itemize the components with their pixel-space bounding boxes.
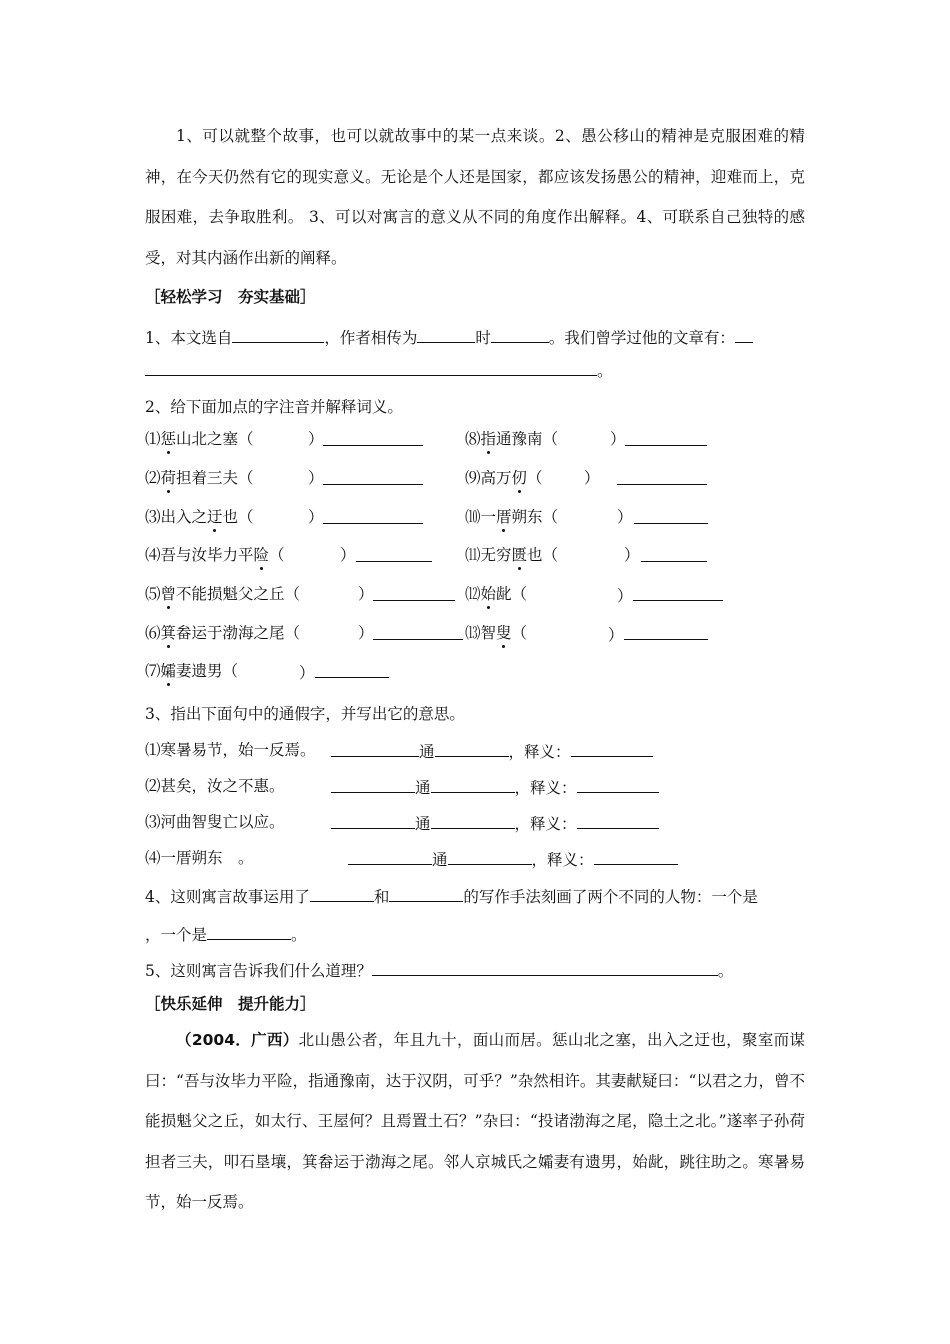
question-1-cont bbox=[145, 358, 613, 382]
q2-item-1-close: ） bbox=[308, 430, 324, 448]
q2-item-8-close: ） bbox=[610, 430, 626, 448]
q2-item-8: ⑻指通豫南（ bbox=[465, 430, 559, 448]
q2-item-3-close: ） bbox=[308, 508, 324, 526]
q3-item-3-blank-meaning[interactable] bbox=[577, 811, 659, 829]
q2-item-10-close: ） bbox=[617, 508, 633, 526]
q2-item-6-close: ） bbox=[358, 624, 374, 642]
question-5: 5、这则寓言告诉我们什么道理？ 。 bbox=[145, 958, 733, 982]
section-title-extension: ［快乐延伸 提升能力］ bbox=[145, 995, 316, 1013]
q3-item-4: ⑷一厝朔东 。 bbox=[145, 849, 254, 867]
q2-item-5-blank[interactable] bbox=[373, 583, 455, 601]
q4-blank-1[interactable] bbox=[310, 884, 374, 902]
q2-item-12-blank[interactable] bbox=[633, 583, 723, 601]
question-2-title: 2、给下面加点的字注音并解释词义。 bbox=[145, 398, 403, 416]
q3-item-3: ⑶河曲智叟亡以应。 bbox=[145, 813, 285, 831]
q2-item-12: ⑿始龀（ bbox=[465, 585, 528, 603]
q2-item-9: ⑼高万仞（ bbox=[465, 469, 543, 487]
q1-blank-source[interactable] bbox=[232, 325, 324, 343]
q2-item-10-blank[interactable] bbox=[634, 506, 708, 524]
q2-item-4: ⑷吾与汝毕力平险（ bbox=[145, 546, 285, 564]
q3-item-4-blank-tong[interactable] bbox=[448, 847, 532, 865]
q2-item-13-blank[interactable] bbox=[624, 622, 708, 640]
q2-item-7-blank[interactable] bbox=[315, 660, 389, 678]
q2-item-1-blank[interactable] bbox=[323, 428, 423, 446]
reading-passage bbox=[145, 1020, 805, 1223]
q3-item-3-answer: 通 ，释义： bbox=[331, 811, 659, 835]
q3-item-2-blank-char[interactable] bbox=[331, 775, 415, 793]
q1-blank-works-start[interactable] bbox=[735, 325, 753, 343]
q2-item-7: ⑺孀妻遗男（ bbox=[145, 662, 239, 680]
q2-item-8-blank[interactable] bbox=[625, 428, 707, 446]
q2-item-2-close: ） bbox=[308, 469, 324, 487]
q2-item-2-blank[interactable] bbox=[323, 467, 423, 485]
answer-paragraph: 1、可以就整个故事，也可以就故事中的某一点来谈。2、愚公移山的精神是克服困难的精神，在今天仍然有它的现实意义。无论是个人还是国家，都应该发扬愚公的精神，迎难而上，克服困难，去争取胜利。 3、可以对寓言的意义从不同的角度作出解释。4、可联系自己独特的感受，对其内涵作出新的阐释。 bbox=[145, 127, 805, 267]
q1-text-a: 1、本文选自 bbox=[145, 329, 233, 347]
q2-item-10: ⑽一厝朔东（ bbox=[465, 508, 559, 526]
q3-item-4-answer: 通 ，释义： bbox=[348, 847, 678, 871]
q2-item-13: ⒀智叟（ bbox=[465, 624, 528, 642]
q3-item-2-blank-tong[interactable] bbox=[431, 775, 515, 793]
q2-item-11: ⑾无穷匮也（ bbox=[465, 546, 559, 564]
q3-item-2-answer: 通 ，释义： bbox=[331, 775, 659, 799]
q3-item-3-blank-char[interactable] bbox=[331, 811, 415, 829]
q2-item-1: ⑴惩山北之塞（ bbox=[145, 430, 254, 448]
passage-source: （2004．广西） bbox=[176, 1031, 299, 1049]
q1-text-c: 时 bbox=[475, 329, 491, 347]
q3-item-2-blank-meaning[interactable] bbox=[577, 775, 659, 793]
q1-blank-works[interactable] bbox=[145, 358, 597, 376]
q2-item-4-close: ） bbox=[340, 546, 356, 564]
question-4-cont: ，一个是 。 bbox=[145, 922, 307, 946]
q3-item-1-answer: 通 ，释义： bbox=[331, 739, 653, 763]
q3-item-4-blank-char[interactable] bbox=[348, 847, 432, 865]
q2-item-5-close: ） bbox=[358, 585, 374, 603]
q2-item-6-blank[interactable] bbox=[373, 622, 463, 640]
q3-item-2: ⑵甚矣，汝之不惠。 bbox=[145, 777, 285, 795]
q3-item-4-blank-meaning[interactable] bbox=[594, 847, 678, 865]
q3-item-1: ⑴寒暑易节，始一反焉。 bbox=[145, 741, 316, 759]
q2-item-13-close: ） bbox=[608, 626, 624, 644]
q4-blank-2[interactable] bbox=[389, 884, 463, 902]
passage-text: 北山愚公者，年且九十，面山而居。惩山北之塞，出入之迂也，聚室而谋曰：“吾与汝毕力平险，指通豫南，达于汉阴，可乎？”杂然相许。其妻献疑曰：“以君之力，曾不能损魁父之丘，如太行、王屋何？且焉置土石？”杂曰：“投诸渤海之尾，隐土之北。”遂率子孙荷担者三夫，叩石垦壤，箕畚运于渤海之尾。邻人京城氏之孀妻有遗男，始龀，跳往助之。寒暑易节，始一反焉。 bbox=[145, 1031, 806, 1211]
q3-item-3-blank-tong[interactable] bbox=[431, 811, 515, 829]
q2-item-2: ⑵荷担着三夫（ bbox=[145, 469, 254, 487]
q2-item-12-close: ） bbox=[617, 587, 633, 605]
q2-item-4-blank[interactable] bbox=[356, 544, 432, 562]
question-4: 4、这则寓言故事运用了 和 的写作手法刻画了两个不同的人物：一个是 bbox=[145, 884, 758, 908]
q2-item-3-blank[interactable] bbox=[323, 506, 423, 524]
q2-item-11-blank[interactable] bbox=[641, 544, 707, 562]
q1-blank-author[interactable] bbox=[491, 325, 549, 343]
q2-item-7-close: ） bbox=[299, 664, 315, 682]
q5-blank[interactable] bbox=[372, 958, 718, 976]
section-title-basics: ［轻松学习 夯实基础］ bbox=[145, 288, 316, 306]
q2-item-9-blank[interactable] bbox=[617, 467, 707, 485]
q2-item-3: ⑶出入之迂也（ bbox=[145, 508, 254, 526]
q1-text-b: ，作者相传为 bbox=[324, 329, 418, 347]
q2-item-6: ⑹箕畚运于渤海之尾（ bbox=[145, 624, 301, 642]
question-3-title: 3、指出下面句中的通假字，并写出它的意思。 bbox=[145, 705, 465, 723]
q4-blank-3[interactable] bbox=[207, 922, 291, 940]
q1-text-end: 。 bbox=[597, 362, 613, 380]
question-1 bbox=[145, 325, 753, 349]
q3-item-1-blank-meaning[interactable] bbox=[571, 739, 653, 757]
q2-item-11-close: ） bbox=[624, 546, 640, 564]
q1-blank-era[interactable] bbox=[417, 325, 475, 343]
q3-item-1-blank-char[interactable] bbox=[331, 739, 419, 757]
q3-item-1-blank-tong[interactable] bbox=[435, 739, 509, 757]
q2-item-9-close: ） bbox=[584, 469, 600, 487]
q2-item-5: ⑸曾不能损魁父之丘（ bbox=[145, 585, 301, 603]
q1-text-d: 。我们曾学过他的文章有： bbox=[548, 329, 735, 347]
